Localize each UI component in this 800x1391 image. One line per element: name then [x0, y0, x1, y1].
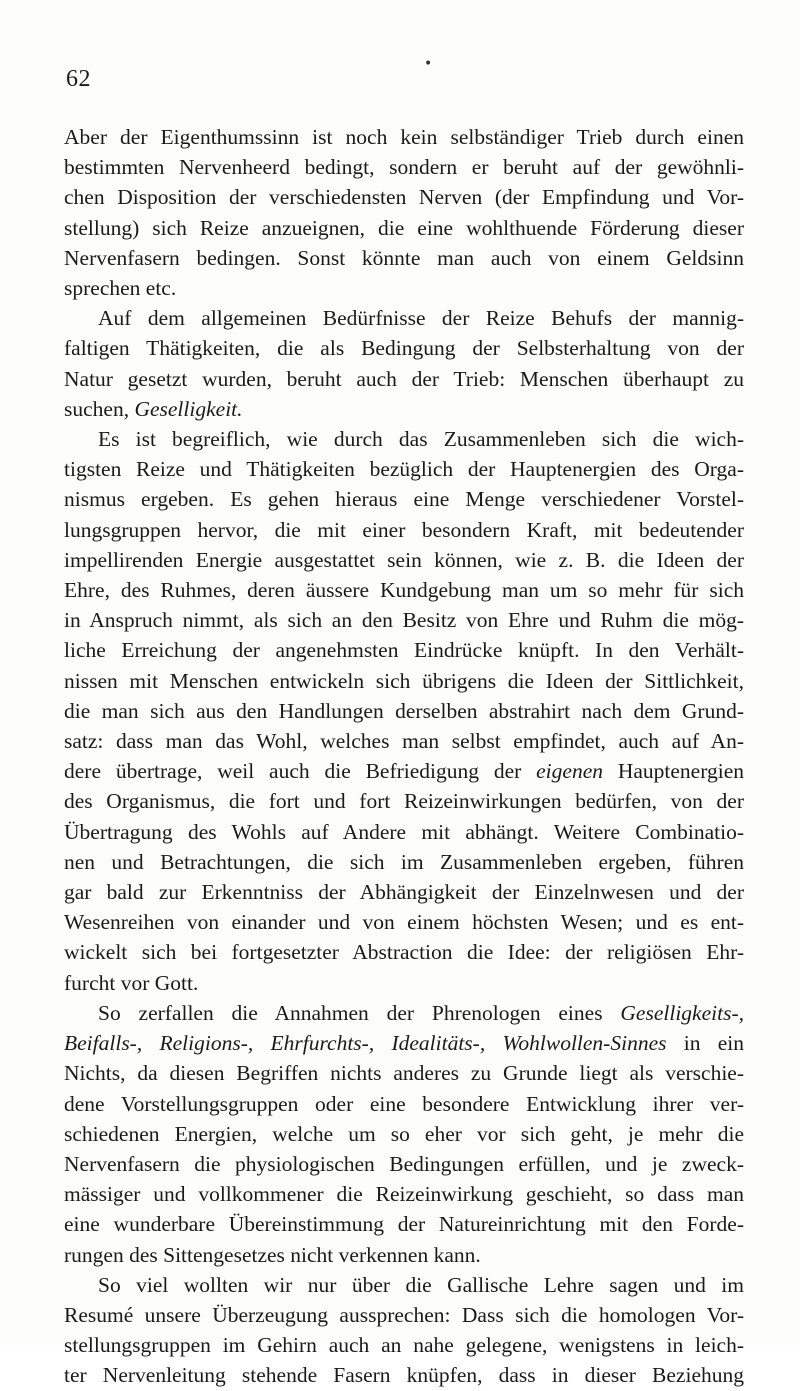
line-text: tigsten Reize und Thätigkeiten bezüglich der Hauptenergien des Orga-: [64, 457, 744, 482]
text-line: [64, 1270, 744, 1300]
line-text: Nichts, da diesen Begriffen nichts anderes zu Grunde liegt als verschie-: [64, 1061, 744, 1086]
text-line: [64, 182, 744, 212]
text-line: [64, 817, 744, 847]
line-text: Ehre, des Ruhmes, deren äussere Kundgebung man um so mehr für sich: [64, 578, 744, 603]
line-text: eine wunderbare Übereinstimmung der Natureinrichtung mit den Forde-: [64, 1212, 744, 1237]
line-text: suchen,: [64, 396, 135, 421]
text-line: [64, 1330, 744, 1360]
line-text: nissen mit Menschen entwickeln sich übrigens die Ideen der Sittlichkeit,: [64, 668, 744, 693]
line-text: ter Nervenleitung stehende Fasern knüpfen, dass in dieser Beziehung: [64, 1363, 744, 1388]
print-mark: •: [424, 56, 433, 72]
text-line: [64, 605, 744, 635]
emphasized-text: Beifalls-, Religions-, Ehrfurchts-, Idealitäts-, Wohlwollen-Sinnes: [64, 1031, 667, 1056]
text-line: [64, 847, 744, 877]
line-text: Nervenfasern bedingen. Sonst könnte man auch von einem Geldsinn: [64, 245, 744, 270]
text-line: [64, 726, 744, 756]
line-text: impellirenden Energie ausgestattet sein können, wie z. B. die Ideen der: [64, 547, 744, 572]
line-text: dere übertrage, weil auch die Befriedigung der: [64, 759, 537, 784]
line-text: So zerfallen die Annahmen der Phrenologen eines: [98, 1000, 621, 1025]
line-text: Wesenreihen von einander und von einem höchsten Wesen; und es ent-: [64, 910, 744, 935]
line-text: nismus ergeben. Es gehen hieraus eine Menge verschiedener Vorstel-: [64, 487, 744, 512]
text-line: [64, 635, 744, 665]
text-line: [64, 122, 744, 152]
line-text: furcht vor Gott.: [64, 970, 199, 995]
text-line: [64, 1240, 744, 1270]
text-line: [64, 1028, 744, 1058]
line-text: stellung) sich Reize anzueignen, die eine wohlthuende Förderung dieser: [64, 215, 744, 240]
text-line: [64, 907, 744, 937]
text-line: [64, 968, 744, 998]
text-line: [64, 424, 744, 454]
text-line: [64, 152, 744, 182]
line-text: Nervenfasern die physiologischen Bedingungen erfüllen, und je zweck-: [64, 1151, 744, 1176]
text-line: [64, 998, 744, 1028]
line-text: satz: dass man das Wohl, welches man selbst empfindet, auch auf An-: [64, 729, 744, 754]
text-line: [64, 1360, 744, 1390]
line-text: Aber der Eigenthumssinn ist noch kein selbständiger Trieb durch einen: [64, 125, 744, 149]
text-line: [64, 1300, 744, 1330]
text-line: [64, 937, 744, 967]
line-text: lungsgruppen hervor, die mit einer besondern Kraft, mit bedeutender: [64, 517, 744, 542]
text-line: [64, 454, 744, 484]
line-text-continued: Hauptenergien: [603, 759, 744, 784]
text-line: [64, 575, 744, 605]
line-text: wickelt sich bei fortgesetzter Abstraction die Idee: der religiösen Ehr-: [64, 940, 744, 965]
text-line: [64, 545, 744, 575]
body-text: [64, 122, 744, 1391]
text-line: [64, 1149, 744, 1179]
text-line: [64, 1058, 744, 1088]
text-line: [64, 213, 744, 243]
line-text: die man sich aus den Handlungen derselben abstrahirt nach dem Grund-: [64, 698, 744, 723]
text-line: [64, 786, 744, 816]
text-line: [64, 333, 744, 363]
text-line: [64, 303, 744, 333]
line-text: in Anspruch nimmt, als sich an den Besitz von Ehre und Ruhm die mög-: [64, 608, 744, 633]
line-text: gar bald zur Erkenntniss der Abhängigkeit der Einzelnwesen und der: [64, 880, 744, 905]
text-line: [64, 1179, 744, 1209]
line-text: rungen des Sittengesetzes nicht verkennen kann.: [64, 1242, 481, 1267]
text-line: [64, 1089, 744, 1119]
text-line: [64, 756, 744, 786]
line-text: bestimmten Nervenheerd bedingt, sondern er beruht auf der gewöhnli-: [64, 155, 744, 180]
line-text: Es ist begreiflich, wie durch das Zusammenleben sich die wich-: [98, 427, 744, 452]
emphasized-text: Geselligkeit.: [134, 396, 243, 421]
line-text: mässiger und vollkommener die Reizeinwirkung geschieht, so dass man: [64, 1182, 744, 1207]
text-line: [64, 243, 744, 273]
text-line: [64, 364, 744, 394]
emphasized-text: Geselligkeits-,: [620, 1000, 744, 1025]
text-line: [64, 394, 744, 424]
text-line: [64, 666, 744, 696]
line-text: sprechen etc.: [64, 276, 177, 301]
line-text: Auf dem allgemeinen Bedürfnisse der Reize Behufs der mannig-: [98, 306, 744, 331]
text-line: [64, 515, 744, 545]
line-text: nen und Betrachtungen, die sich im Zusammenleben ergeben, führen: [64, 849, 744, 874]
text-line: [64, 484, 744, 514]
text-line: [64, 273, 744, 303]
text-line: [64, 1209, 744, 1239]
line-text: liche Erreichung der angenehmsten Eindrücke knüpft. In den Verhält-: [64, 638, 744, 663]
page-number: 62: [66, 66, 91, 92]
line-text-continued: in ein: [666, 1031, 744, 1056]
line-text: faltigen Thätigkeiten, die als Bedingung der Selbsterhaltung von der: [64, 336, 744, 361]
line-text: Resumé unsere Überzeugung aussprechen: Dass sich die homologen Vor-: [64, 1302, 744, 1327]
line-text: chen Disposition der verschiedensten Nerven (der Empfindung und Vor-: [64, 185, 744, 210]
line-text: Natur gesetzt wurden, beruht auch der Trieb: Menschen überhaupt zu: [64, 366, 744, 391]
line-text: schiedenen Energien, welche um so eher vor sich geht, je mehr die: [64, 1121, 744, 1146]
line-text: dene Vorstellungsgruppen oder eine besondere Entwicklung ihrer ver-: [64, 1091, 744, 1116]
text-line: [64, 877, 744, 907]
text-line: [64, 1119, 744, 1149]
emphasized-text: eigenen: [536, 759, 603, 784]
line-text: stellungsgruppen im Gehirn auch an nahe gelegene, wenigstens in leich-: [64, 1333, 744, 1358]
line-text: So viel wollten wir nur über die Gallische Lehre sagen und im: [98, 1272, 744, 1297]
line-text: des Organismus, die fort und fort Reizeinwirkungen bedürfen, von der: [64, 789, 744, 814]
text-line: [64, 696, 744, 726]
line-text: Übertragung des Wohls auf Andere mit abhängt. Weitere Combinatio-: [64, 819, 744, 844]
